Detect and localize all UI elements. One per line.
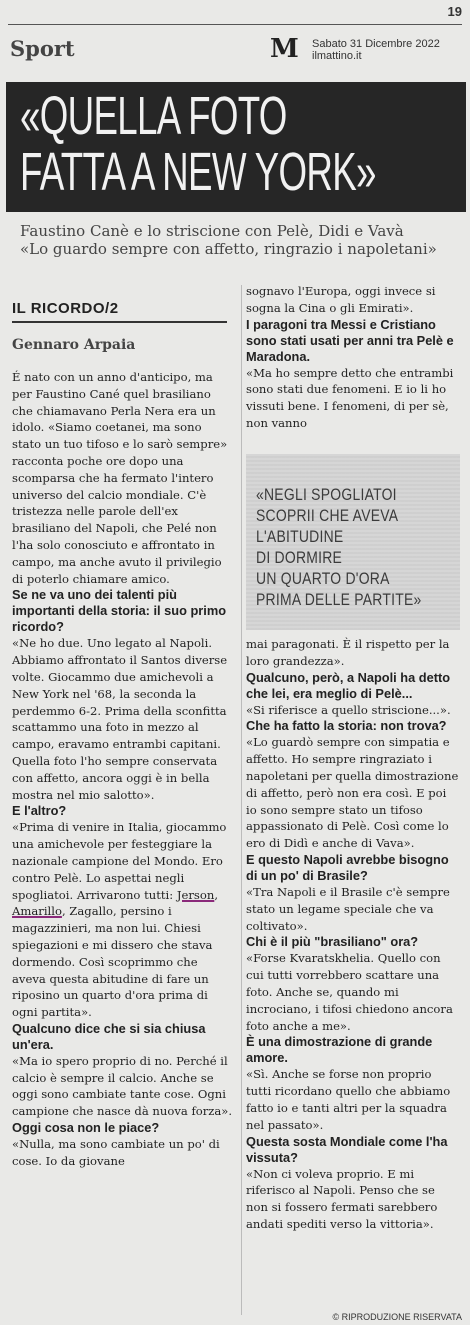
- pull-quote-line-5: UN QUARTO D'ORA: [256, 569, 390, 588]
- question-10: È una dimostrazione di grande amore.: [246, 1034, 433, 1066]
- newspaper-logo: M: [270, 34, 299, 64]
- kicker: IL RICORDO/2: [12, 300, 119, 317]
- question-9: Chi è il più "brasiliano" ora?: [246, 934, 419, 950]
- answer-4-continued: sognavo l'Europa, oggi invece si sogna la Cina o gli Emirati».: [246, 284, 436, 315]
- answer-2-text: «Prima di venire in Italia, giocammo una amichevole per festeggiare la nazionale campione del Mondo. Ero contro Pelè. Lo aspettai negli spogliatoi. Arrivarono tutti:: [12, 820, 227, 902]
- headline-line-1: «QUELLA FOTO: [20, 86, 287, 146]
- answer-2-rest: , Zagallo, persino i magazzinieri, ma non lui. Chiesi spiegazioni e mi dissero che stava dormendo. Così scoprimmo che aveva questa abitudine di fare un riposino un quarto d'ora prima di ogni partita».: [12, 904, 213, 1020]
- pull-quote-line-1: «NEGLI SPOGLIATOI: [256, 485, 397, 504]
- page-number: 19: [447, 4, 462, 19]
- headline-line-2: FATTA A NEW YORK»: [20, 142, 376, 202]
- pull-quote-box: [246, 454, 460, 630]
- pull-quote-line-4: DI DORMIRE: [256, 548, 343, 567]
- highlighted-name-amarillo: Amarillo: [12, 904, 62, 919]
- answer-2: [12, 819, 234, 1021]
- question-11: Questa sosta Mondiale come l'ha vissuta?: [246, 1133, 448, 1165]
- kicker-rule: [12, 321, 227, 323]
- headline-banner: [6, 82, 466, 212]
- subtitle-line-1: Faustino Canè e lo striscione con Pelè, Didi e Vavà: [20, 222, 404, 240]
- pull-quote-line-2: SCOPRII CHE AVEVA: [256, 506, 399, 525]
- answer-4: «Nulla, ma sono cambiate un po' di cose. Io da giovane: [12, 1137, 220, 1168]
- question-5: I paragoni tra Messi e Cristiano sono stati usati per anni tra Pelè e Maradona.: [246, 316, 454, 364]
- answer-6: «Si riferisce a quello striscione...».: [246, 702, 451, 717]
- subtitle-line-2: «Lo guardo sempre con affetto, ringrazio i napoletani»: [20, 240, 437, 258]
- subtitle: [20, 222, 464, 258]
- pull-quote: [256, 484, 461, 610]
- header-date-block: [312, 38, 440, 62]
- pull-quote-line-3: L'ABITUDINE: [256, 527, 344, 546]
- question-6: Qualcuno, però, a Napoli ha detto che lei, era meglio di Pelè...: [246, 669, 451, 701]
- issue-date: Sabato 31 Dicembre 2022: [312, 38, 440, 50]
- answer-9: «Forse Kvaratskhelia. Quello con cui tutti vorrebbero scattare una foto. Anche se, quando mi incrociano, i tifosi chiedono ancora foto anche a me».: [246, 951, 453, 1033]
- answer-3: «Ma io spero proprio di no. Perché il calcio è sempre il calcio. Anche se oggi sono cambiate tante cose. Ogni campione che nasce dà nuova forza».: [12, 1053, 233, 1119]
- copyright-notice: © RIPRODUZIONE RISERVATA: [332, 1312, 462, 1322]
- column-divider: [241, 285, 242, 1315]
- left-column: [12, 300, 234, 1170]
- site-url: ilmattino.it: [312, 50, 362, 62]
- pull-quote-line-6: PRIMA DELLE PARTITE»: [256, 590, 422, 609]
- question-8: E questo Napoli avrebbe bisogno di un po' di Brasile?: [246, 851, 449, 883]
- question-2: E l'altro?: [12, 803, 67, 819]
- highlighted-name-jerson: Jerson: [176, 887, 215, 902]
- intro-paragraph: É nato con un anno d'anticipo, ma per Faustino Cané quel brasiliano che chiamavano Perla Nera era un idolo. «Siamo coetanei, ma sono stato un tuo tifoso e lo sarò sempre» racconta poche ore dopo una scomparsa che ha fermato l'intero universo del calcio mondiale. C'è tristezza nelle parole dell'ex brasiliano del Napoli, che Pelé non l'ha solo conosciuto e affrontato in campo, ma anche avuto il privilegio di poterlo chiamare amico.: [12, 370, 228, 586]
- question-1: Se ne va uno dei talenti più importanti della storia: il suo primo ricordo?: [12, 587, 227, 635]
- answer-8: «Tra Napoli e il Brasile c'è sempre stato un legame speciale che va coltivato».: [246, 884, 450, 933]
- answer-5: «Ma ho sempre detto che entrambi sono stati due fenomeni. E io li ho vissuti bene. I fenomeni, di per sè, non vanno: [246, 365, 454, 430]
- answer-2-separator: ,: [214, 887, 218, 902]
- answer-1: «Ne ho due. Uno legato al Napoli. Abbiamo affrontato il Santos diverse volte. Giocammo due amichevoli a New York nel '68, la seconda la perdemmo 6-2. Prima della sconfitta scattammo una foto in mezzo al campo, eravamo entrambi capitani. Quella foto l'ho sempre conservata con affetto, ancora oggi è in bella mostra nel mio salotto».: [12, 636, 228, 802]
- section-label: Sport: [10, 36, 75, 61]
- headline: [20, 88, 455, 200]
- answer-11: «Non ci voleva proprio. E mi riferisco al Napoli. Penso che se non si fossero fermati sarebbero andati spediti verso la vittoria».: [246, 1166, 438, 1231]
- question-3: Qualcuno dice che si sia chiusa un'era.: [12, 1020, 206, 1052]
- answer-5-continued: mai paragonati. È il rispetto per la loro grandezza».: [246, 637, 450, 668]
- answer-10: «Sì. Anche se forse non proprio tutti ricordano quello che abbiamo fatto io e tanti altri per la squadra nel passato».: [246, 1067, 451, 1132]
- page-header: [8, 30, 462, 70]
- question-7: Che ha fatto la storia: non trova?: [246, 718, 447, 734]
- right-column-bottom: [246, 636, 460, 1233]
- question-4: Oggi cosa non le piace?: [12, 1120, 160, 1136]
- right-column-top: [246, 283, 460, 432]
- answer-7: «Lo guardò sempre con simpatia e affetto. Ho sempre ringraziato i napoletani per quella dimostrazione di affetto, però non era così. E poi io sono sempre stato un tifoso appassionato di Pelè. Così come lo ero di Didì e anche di Vava».: [246, 735, 459, 851]
- top-rule: [8, 24, 462, 25]
- author-byline: Gennaro Arpaia: [12, 337, 136, 353]
